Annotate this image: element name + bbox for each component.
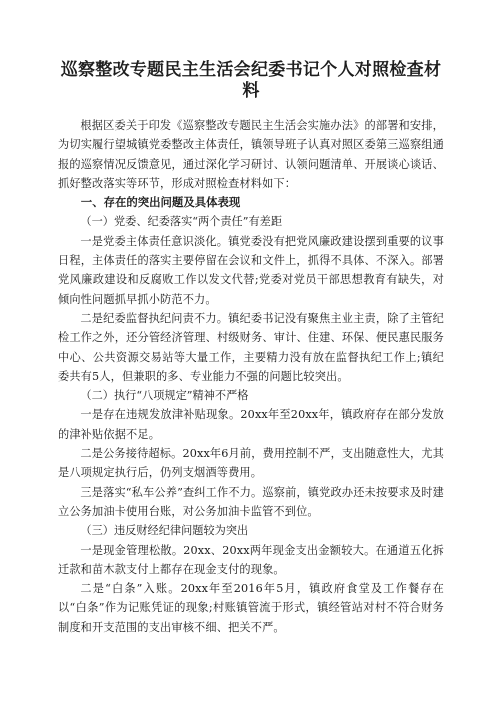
paragraph: 二是纪委监督执纪问责不力。镇纪委书记没有聚焦主业主责，除了主管纪检工作之外，还分管经济管理、村级财务、审计、住建、环保、便民惠民服务中心、公共资源交易站等大量工作，主要精力没有放在监督执纪工作上;镇纪委共有5人，但兼职的多、专业能力不强的问题比较突出。 — [58, 311, 444, 383]
paragraph: 一是党委主体责任意识淡化。镇党委没有把党风廉政建设摆到重要的议事日程，主体责任的落实主要停留在会议和文件上，抓得不具体、不深入。部署党风廉政建设和反腐败工作以发文代替;党委对党员干部思想教育有缺失，对倾向性问题抓早抓小防范不力。 — [58, 234, 444, 306]
subsection-heading: （二）执行“八项规定”精神不严格 — [80, 389, 249, 403]
paragraph: 一是存在违规发放津补贴现象。20xx年至20xx年，镇政府存在部分发放的津补贴依据不足。 — [58, 408, 444, 441]
paragraph: 一是现金管理松散。20xx、20xx两年现金支出金额较大。在通道五化拆迁款和苗木款支付上都存在现金支付的现象。 — [58, 543, 444, 576]
subsection-heading: （三）违反财经纪律问题较为突出 — [80, 524, 249, 538]
paragraph: 三是落实“私车公养”查纠工作不力。巡察前，镇党政办还未按要求及时建立公务加油卡使用台账，对公务加油卡监管不到位。 — [58, 485, 444, 518]
paragraph: 二是“白条”入账。20xx年至2016年5月，镇政府食堂及工作餐存在以“白条”作为记账凭证的现象;村账镇管流于形式，镇经管站对村不符合财务制度和开支范围的支出审核不细、把关不严。 — [58, 582, 444, 634]
section-heading: 一、存在的突出问题及具体表现 — [80, 195, 241, 210]
intro-paragraph: 根据区委关于印发《巡察整改专题民主生活会实施办法》的部署和安排，为切实履行望城镇党委整改主体责任，镇领导班子认真对照区委第三巡察组通报的巡察情况反馈意见，通过深化学习研讨、认领问题清单、开展谈心谈话、抓好整改落实等环节，形成对照检查材料如下： — [58, 119, 444, 190]
subsection-heading: （一）党委、纪委落实“两个责任”有差距 — [80, 215, 283, 229]
document-title: 巡察整改专题民主生活会纪委书记个人对照检查材料 — [60, 60, 442, 101]
paragraph: 二是公务接待超标。20xx年6月前，费用控制不严，支出随意性大，尤其是八项规定执行后，仍列支烟酒等费用。 — [58, 447, 444, 480]
